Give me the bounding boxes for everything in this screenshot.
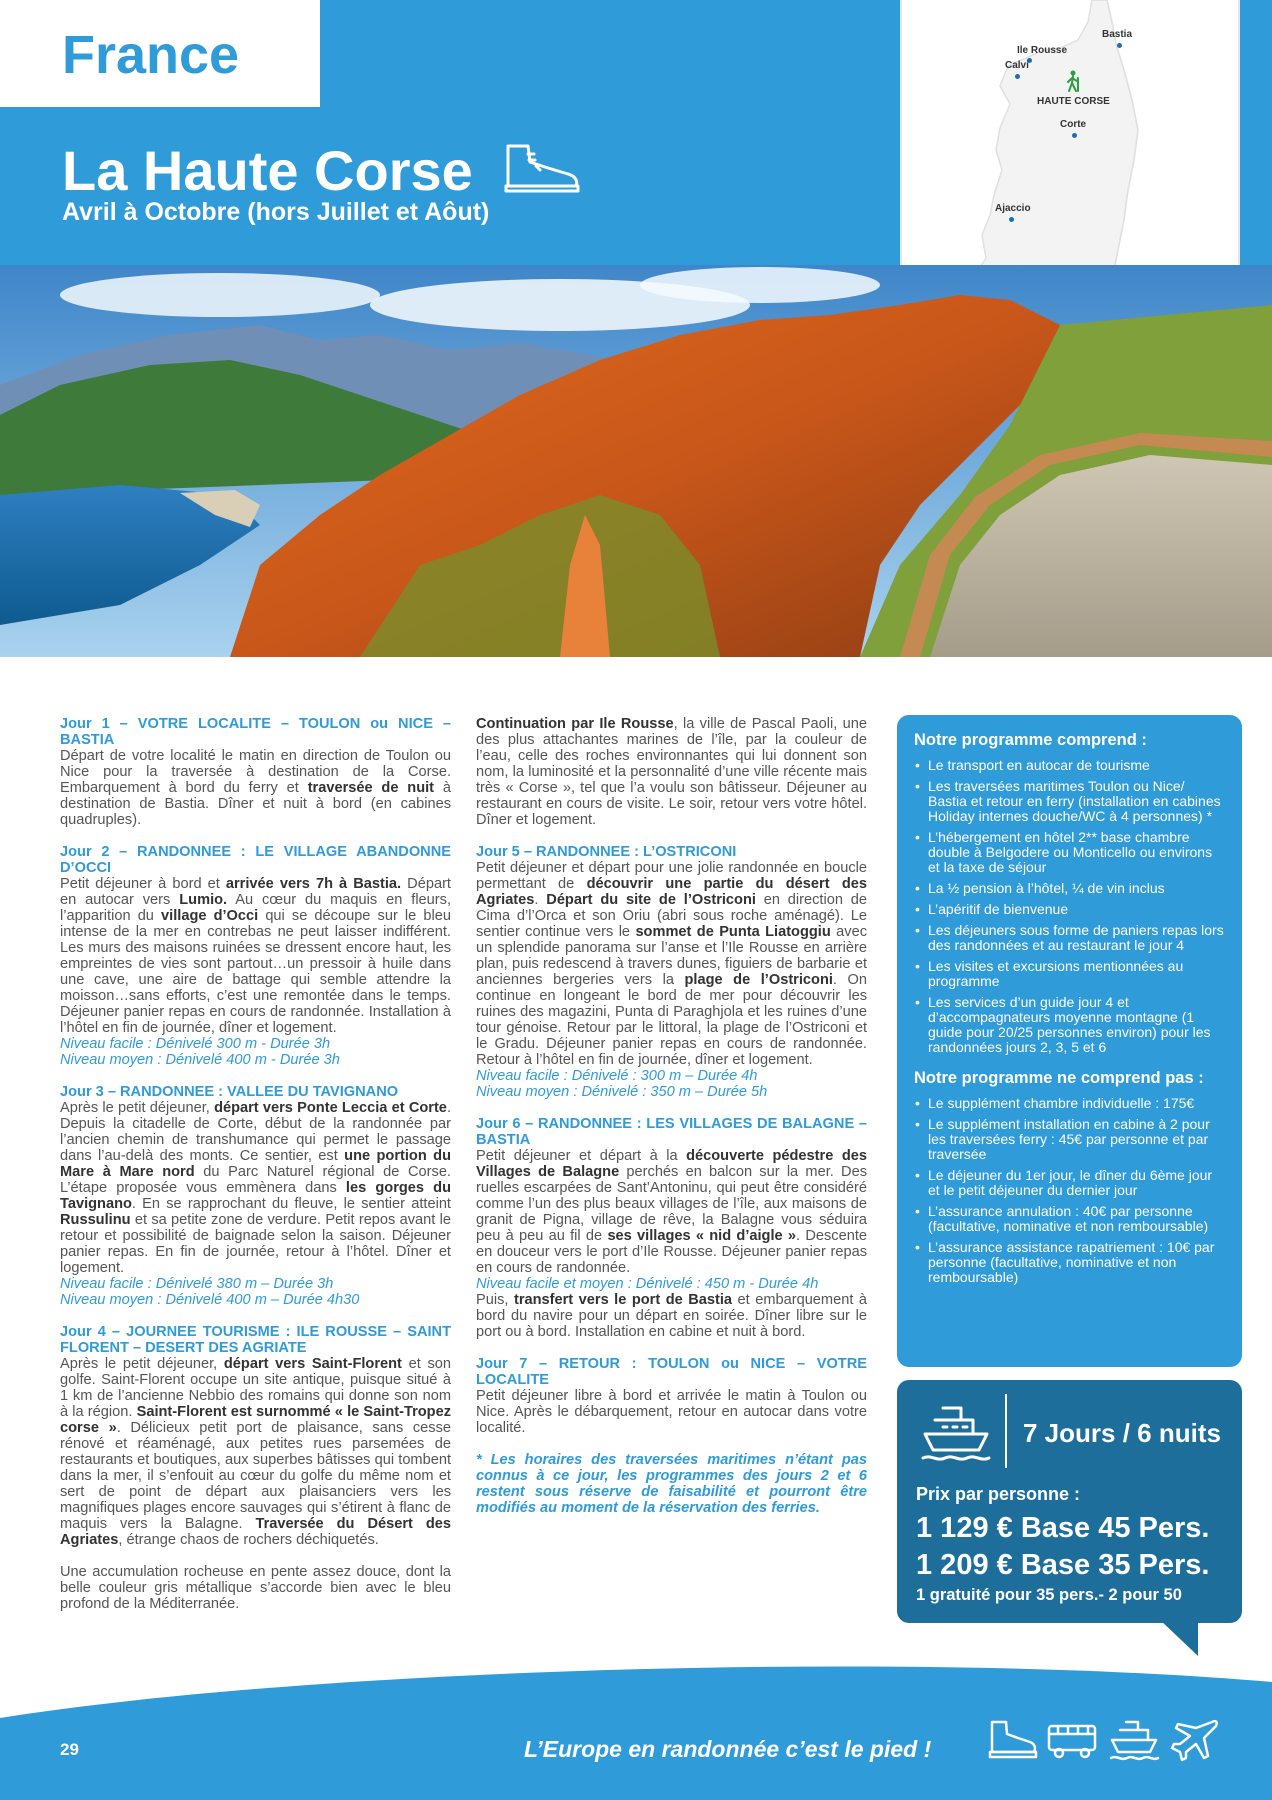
day1-title: Jour 1 – VOTRE LOCALITE – TOULON ou NICE – BASTIA [60,716,451,748]
excludes-item: • Le supplément installation en cabine à 2 pour les traversées ferry : 45€ par personne et par traversée [914,1117,1225,1162]
ferry-schedule-note: * Les horaires des traversées maritimes n’étant pas connus à ce jour, les programmes des jours 2 et 6 restent sous réserve de faisabilité et pourront être modifiés au moment de la réservation des ferries. [476,1452,867,1516]
includes-item: • La ½ pension à l’hôtel, ¼ de vin inclus [914,881,1225,896]
hiking-boot-icon [986,1718,1038,1762]
day5-level-medium: Niveau moyen : Dénivelé : 350 m – Durée 5h [476,1084,768,1100]
excludes-title: Notre programme ne comprend pas : [914,1069,1204,1087]
map-label-calvi: Calvi [1005,60,1029,71]
day4-text: Après le petit déjeuner, départ vers Saint-Florent et son golfe. Saint-Florent occupe un site antique, puisque situé à 1 km de l’ancienne Nebbio des romains qui donne son nom à la région. Saint-Florent est surnommé « le Saint-Tropez corse ». Délicieux petit port de plaisance, sans cesse rénové et réaménagé, aux petites rues parsemées de restaurants et boutiques, aux superbes bâtisses qui tombent dans la mer, il s’enfouit au cœur du golfe du même nom et sert de point de départ aux plaisanciers vers les magnifiques plages encore sauvages qui s’étirent à flanc de maquis vers la Balagne. Traversée du Désert des Agriates, étrange chaos de rochers déchiquetés. [60,1356,451,1548]
corsica-map-shape [902,0,1238,300]
day6-title: Jour 6 – RANDONNEE : LES VILLAGES DE BALAGNE – BASTIA [476,1116,867,1148]
corsica-landscape-photo [0,265,1272,657]
includes-item: • Les déjeuners sous forme de paniers repas lors des randonnées et au restaurant le jour 4 [914,923,1225,953]
excludes-item: • L’assurance assistance rapatriement : 10€ par personne (facultative, nominative et non remboursable) [914,1240,1225,1285]
ship-icon [1108,1718,1160,1762]
day7-text: Petit déjeuner libre à bord et arrivée le matin à Toulon ou Nice. Après le débarquement, retour en autocar dans votre localité. [476,1388,867,1436]
gratuity-info: 1 gratuité pour 35 pers.- 2 pour 50 [916,1586,1182,1604]
page-number: 29 [60,1740,79,1759]
day2-level-easy: Niveau facile : Dénivelé 300 m - Durée 3h [60,1036,331,1052]
map-label-haute-corse: HAUTE CORSE [1037,96,1110,107]
day6-text: Petit déjeuner et départ à la découverte pédestre des Villages de Balagne perchés en balcon sur la mer. Des ruelles escarpées de Sant’Antoninu, qui peut être considéré comme l’un des plus beaux villages de l’île, aux maisons de granit de Pigna, village de rêve, la Balagne vous séduira peu à peu au fil de ses villages « nid d’aigle ». Descente en douceur vers le port d’Ile Rousse. Déjeuner panier repas en cours de randonnée. [476,1148,867,1276]
map-label-corte: Corte [1060,119,1087,130]
day3-title: Jour 3 – RANDONNEE : VALLEE DU TAVIGNANO [60,1084,399,1100]
day3-text: Après le petit déjeuner, départ vers Ponte Leccia et Corte. Depuis la citadelle de Corte, début de la randonnée par l’ancien chemin de transhumance qui permet le passage dans l’au-delà des monts. Ce sentier, est une portion du Mare à Mare nord du Parc Naturel régional de Corse. L’étape proposée vous emmènera dans les gorges du Tavignano. En se rapprochant du fleuve, le sentier atteint Russulinu et sa petite zone de verdure. Petit repos avant le retour et possibilité de baignade selon la saison. Déjeuner panier repas. En fin de journée, retour à l’hôtel. Dîner et logement. [60,1100,451,1276]
day3-level-medium: Niveau moyen : Dénivelé 400 m – Durée 4h30 [60,1292,360,1308]
day4-title: Jour 4 – JOURNEE TOURISME : ILE ROUSSE – SAINT FLORENT – DESERT DES AGRIATE [60,1324,451,1356]
includes-list [914,758,1225,1055]
day6-text-continued: Puis, transfert vers le port de Bastia et embarquement à bord du navire pour un départ en soirée. Dîner libre sur le port ou à bord. Installation en cabine et nuit à bord. [476,1292,867,1340]
programme-box [897,715,1242,1367]
includes-item: • Le transport en autocar de tourisme [914,758,1225,773]
country-title: France [62,25,240,85]
includes-item: • Les visites et excursions mentionnées au programme [914,959,1225,989]
day3-level-easy: Niveau facile : Dénivelé 380 m – Durée 3h [60,1276,334,1292]
includes-title: Notre programme comprend : [914,731,1147,749]
map-dot-ajaccio [1009,217,1014,222]
day5-level-easy: Niveau facile : Dénivelé : 300 m – Durée 4h [476,1068,758,1084]
price-base-45: 1 129 € Base 45 Pers. [916,1512,1210,1544]
map-dot-calvi [1015,74,1020,79]
day2-level-medium: Niveau moyen : Dénivelé 400 m - Durée 3h [60,1052,340,1068]
excludes-item: • L’assurance annulation : 40€ par personne (facultative, nominative et non remboursable) [914,1204,1225,1234]
day5-title: Jour 5 – RANDONNEE : L’OSTRICONI [476,844,737,860]
price-box [897,1380,1242,1623]
corsica-map [902,0,1238,300]
excludes-item: • Le déjeuner du 1er jour, le dîner du 6ème jour et le petit déjeuner du dernier jour [914,1168,1225,1198]
map-label-ile-rousse: Ile Rousse [1017,45,1068,56]
price-box-tail [1158,1618,1198,1656]
trip-duration: 7 Jours / 6 nuits [1023,1418,1221,1448]
day2-text: Petit déjeuner à bord et arrivée vers 7h à Bastia. Départ en autocar vers Lumio. Au cœur du maquis en fleurs, l’apparition du village d’Occi qui se découpe sur le bleu intense de la mer en contrebas ne peut laisser indifférent. Les murs des maisons ruinées se dressent encore haut, les empreintes de vies sont partout…un pressoir à huile dans une cave, une aire de battage qui semble attendre la moisson…sans efforts, c’est une remontée dans le temps. Déjeuner panier repas en cours de randonnée. Installation à l’hôtel en fin de journée, dîner et logement. [60,876,451,1036]
excludes-list [914,1096,1225,1285]
hiking-boot-icon [502,142,580,194]
footer-slogan: L’Europe en randonnée c’est le pied ! [524,1736,932,1762]
map-label-bastia: Bastia [1102,29,1133,40]
price-divider [1005,1394,1007,1468]
excludes-item: • Le supplément chambre individuelle : 175€ [914,1096,1225,1111]
map-dot-bastia [1117,43,1122,48]
day7-title: Jour 7 – RETOUR : TOULON ou NICE – VOTRE LOCALITE [476,1356,867,1388]
itinerary-column-1 [60,716,451,1612]
ship-icon [921,1400,991,1464]
map-dot-corte [1072,133,1077,138]
price-per-person-label: Prix par personne : [916,1484,1081,1504]
day2-title: Jour 2 – RANDONNEE : LE VILLAGE ABANDONNE D’OCCI [60,844,451,876]
bus-icon [1046,1718,1098,1762]
includes-item: • L’apéritif de bienvenue [914,902,1225,917]
day6-level: Niveau facile et moyen : Dénivelé : 450 m - Durée 4h [476,1276,819,1292]
page-title: La Haute Corse [62,139,473,202]
page-subtitle: Avril à Octobre (hors Juillet et Aôut) [62,198,490,226]
day1-text: Départ de votre localité le matin en direction de Toulon ou Nice pour la traversée à destination de la Corse. Embarquement à bord du ferry et traversée de nuit à destination de Bastia. Dîner et nuit à bord (en cabines quadruples). [60,748,451,828]
map-label-ajaccio: Ajaccio [995,203,1031,214]
day5-text: Petit déjeuner et départ pour une jolie randonnée en boucle permettant de découvrir une partie du désert des Agriates. Départ du site de l’Ostriconi en direction de Cima d’l’Orca et son Oriu (abri sous roche aménagé). Le sentier continue vers le sommet de Punta Liatoggiu avec un splendide panorama sur l’anse et l’Ile Rousse en arrière plan, puis redescend à travers dunes, figuiers de barbarie et anciennes bergeries vers la plage de l’Ostriconi. On continue en longeant le bord de mer pour découvrir les ruines des magazini, Punta di Paraghjola et les ruines d’une tour génoise. Retour par le littoral, la plage de l’Ostriconi et le Gradu. Déjeuner panier repas en cours de randonnée. Retour à l’hôtel en fin de journée, dîner et logement. [476,860,868,1068]
country-box [0,0,320,107]
itinerary-column-2 [476,716,867,1516]
plane-icon [1168,1718,1220,1762]
day4-text-continued: Une accumulation rocheuse en pente assez douce, dont la belle couleur gris métallique s’accorde bien avec le bleu profond de la Méditerranée. [60,1564,451,1612]
includes-item: • L’hébergement en hôtel 2** base chambre double à Belgodere ou Monticello ou environs et la taxe de séjour [914,830,1225,875]
includes-item: • Les traversées maritimes Toulon ou Nice/ Bastia et retour en ferry (installation en cabines Holiday internes douche/WC à 4 personnes) * [914,779,1225,824]
includes-item: • Les services d’un guide jour 4 et d’accompagnateurs moyenne montagne (1 guide pour 20/25 personnes environ) pour les randonnées jours 2, 3, 5 et 6 [914,995,1225,1055]
price-base-35: 1 209 € Base 35 Pers. [916,1549,1210,1581]
hiker-icon [1065,70,1081,92]
day4-text-end: Continuation par Ile Rousse, la ville de Pascal Paoli, une des plus attachantes marines de l’île, par la couleur de l’eau, celle des roches environnantes qui lui donnent son nom, la luminosité et la personnalité d’une ville récente mais très « Corse », tel que l’a voulu son bâtisseur. Déjeuner au restaurant en cours de visite. Le soir, retour vers votre hôtel. Dîner et logement. [476,716,867,828]
